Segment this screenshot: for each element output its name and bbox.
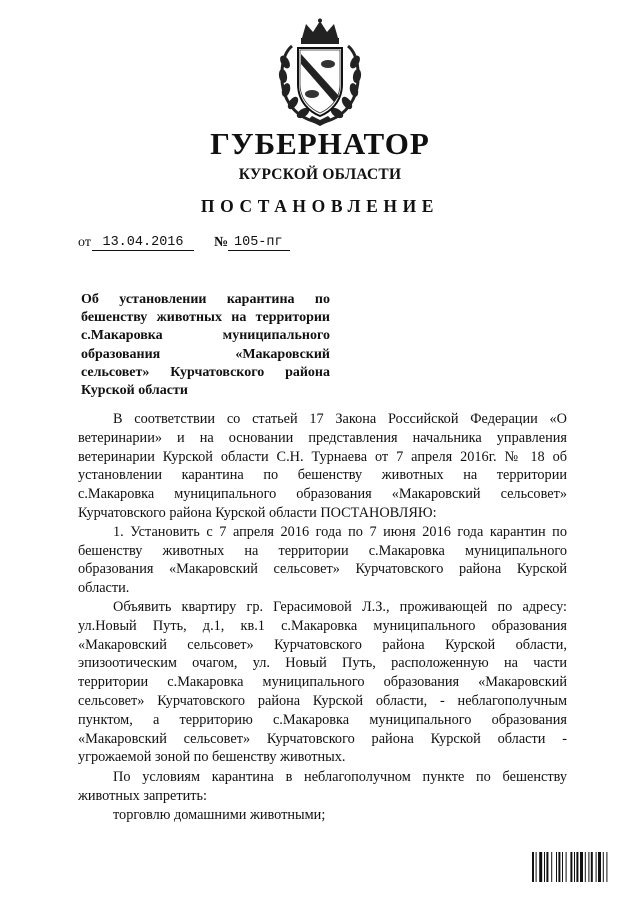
from-label: от (78, 235, 91, 250)
body-line: бешенству животных на территории с.Макаровка муниципального (78, 542, 567, 559)
document-number: 105-пг (228, 235, 290, 251)
subject-block (81, 291, 330, 400)
document-body (78, 410, 567, 825)
body-line: «Макаровский сельсовет» Курчатовского района Курской области, (78, 636, 567, 653)
document-date: 13.04.2016 (92, 235, 194, 251)
body-line: образования «Макаровский сельсовет» Курчатовского района Курской (78, 561, 567, 578)
body-line: По условиям карантина в неблагополучном пункте по бешенству (113, 769, 567, 786)
subject-line: бешенству животных на территории (81, 310, 330, 326)
paragraph-preamble (78, 410, 567, 523)
body-line: В соответствии со статьей 17 Закона Российской Федерации «О (113, 411, 567, 427)
body-line: эпизоотическим очагом, ул. Новый Путь, расположенную на части (78, 655, 567, 672)
body-line: Объявить квартиру гр. Герасимовой Л.З., проживающей по адресу: (113, 598, 567, 615)
body-line: области. (78, 580, 130, 597)
paragraph-restriction-item (78, 806, 567, 825)
paragraph-item-1 (78, 523, 567, 598)
body-line: установлении карантина по бешенству животных на территории (78, 467, 567, 484)
body-line: торговлю домашними животными; (113, 806, 326, 823)
body-line: пунктом, а территорию с.Макаровка муниципального образования (78, 711, 567, 728)
body-line: с.Макаровка муниципального образования «Макаровский сельсовет» (78, 486, 567, 503)
subject-line: Курской области (81, 383, 188, 399)
body-line: сельсовет» Курчатовского района Курской области, - неблагополучным (78, 692, 567, 709)
barcode-icon (532, 852, 632, 882)
body-line: «Макаровский сельсовет» Курчатовского района Курской области - (78, 730, 567, 747)
body-line: ветеринарии» и на основании представления начальника управления (78, 429, 567, 446)
body-line: угрожаемой зоной по бешенству животных. (78, 749, 346, 766)
body-line: 1. Установить с 7 апреля 2016 года по 7 июня 2016 года карантин по (113, 523, 567, 540)
paragraph-restrictions (78, 768, 567, 806)
paragraph-declaration (78, 598, 567, 767)
governor-heading: ГУБЕРНАТОР (210, 126, 430, 161)
body-line: Курчатовского района Курской области ПОСТАНОВЛЯЮ: (78, 504, 437, 521)
body-line: территории с.Макаровка муниципального образования «Макаровский (78, 674, 567, 691)
body-line: ул.Новый Путь, д.1, кв.1 с.Макаровка муниципального образования (78, 617, 567, 634)
kursk-coat-of-arms-icon (272, 18, 368, 130)
body-line: животных запретить: (78, 787, 207, 804)
region-heading: КУРСКОЙ ОБЛАСТИ (238, 166, 402, 183)
subject-line: с.Макаровка муниципального (81, 328, 330, 344)
number-label: № (214, 235, 229, 250)
subject-line: образования «Макаровский (81, 346, 330, 362)
subject-line: Об установлении карантина по (81, 292, 330, 307)
subject-line: сельсовет» Курчатовского района (81, 364, 330, 380)
body-line: ветеринарии Курской области С.Н. Турнаева от 7 апреля 2016г. № 18 об (78, 448, 567, 465)
document-type-heading: ПОСТАНОВЛЕНИЕ (200, 196, 440, 216)
